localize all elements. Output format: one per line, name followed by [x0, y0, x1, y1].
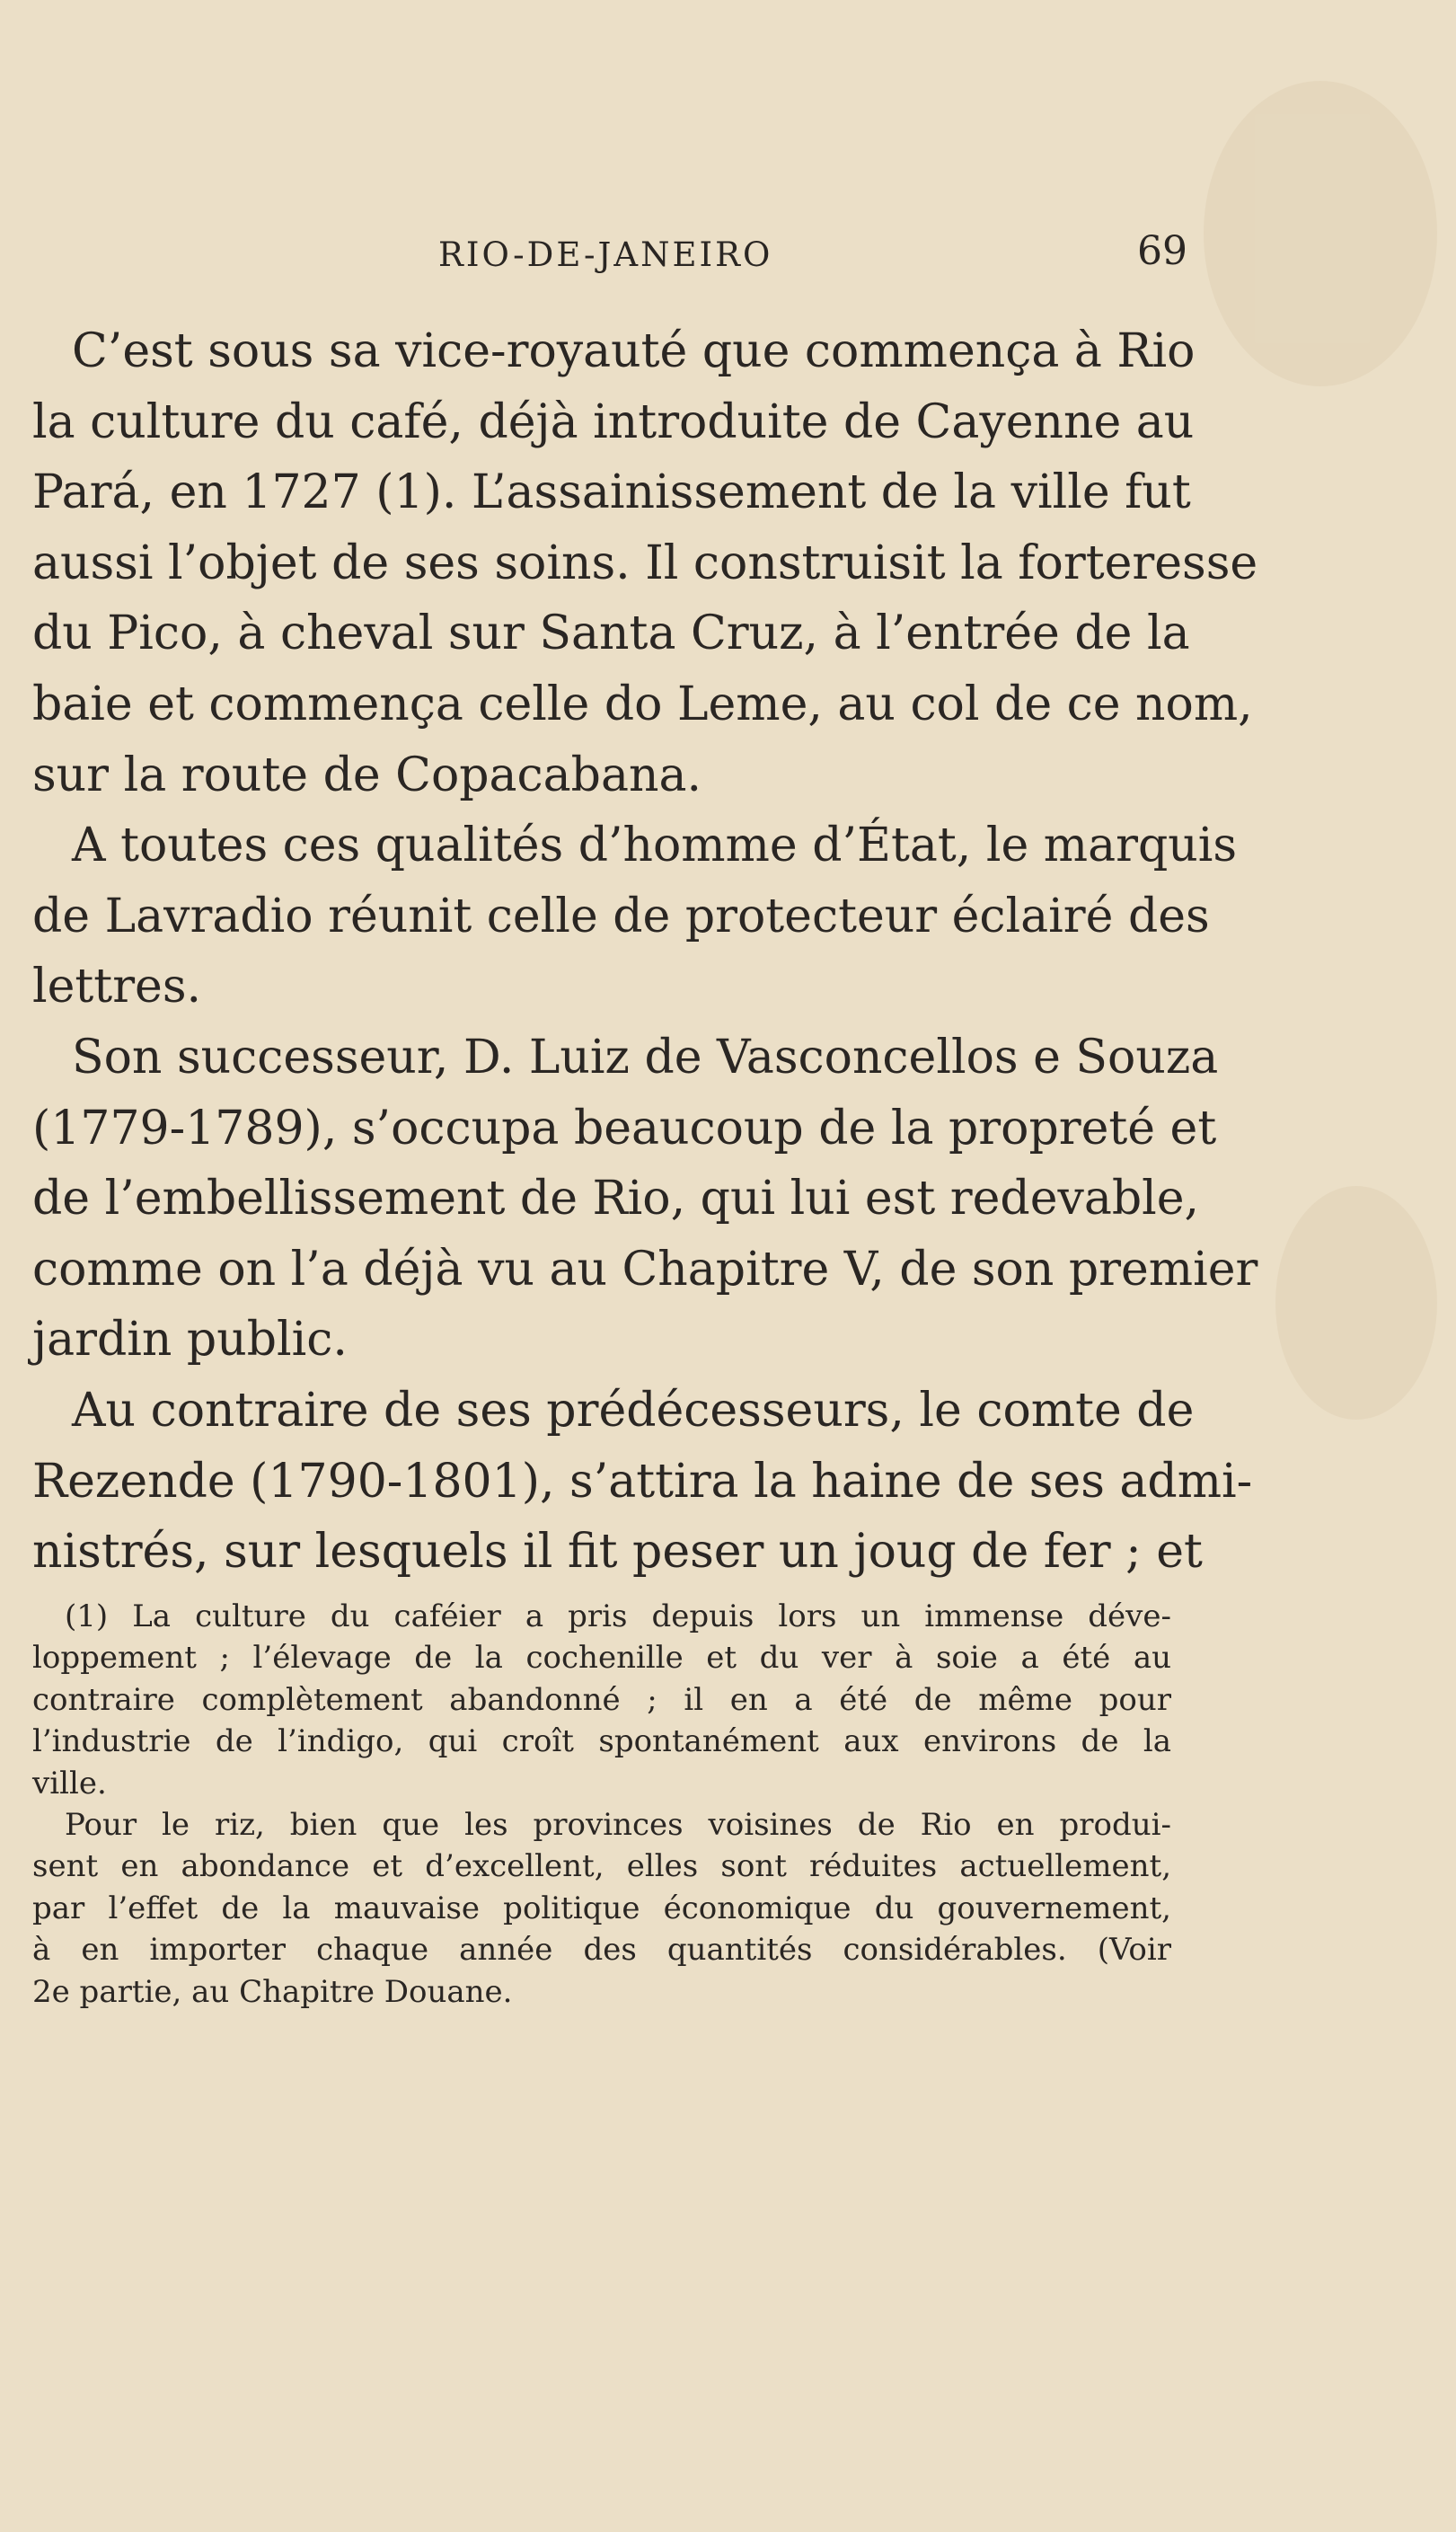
footnotes — [32, 1596, 1171, 2013]
text-line: Son successeur, D. Luiz de Vasconcellos e Souza — [72, 1030, 1219, 1085]
main-text — [32, 316, 1258, 1588]
text-line: nistrés, sur lesquels il fit peser un joug de fer ; et — [32, 1525, 1203, 1580]
text-line: A toutes ces qualités d’homme d’État, le marquis — [72, 819, 1238, 873]
paper-stain — [1275, 1186, 1437, 1420]
footnote-line: (1) La culture du caféier a pris depuis lors un immense déve- — [65, 1598, 1171, 1634]
text-line: la culture du café, déjà introduite de Cayenne au — [32, 394, 1195, 449]
footnote-line: sent en abondance et d’excellent, elles sont réduites actuellement, — [32, 1848, 1171, 1885]
footnote-line: par l’effet de la mauvaise politique économique du gouvernement, — [32, 1890, 1171, 1926]
footnote-line: à en importer chaque année des quantités considérables. (Voir — [32, 1932, 1171, 1969]
footnote-line: loppement ; l’élevage de la cochenille et du ver à soie a été au — [32, 1640, 1171, 1677]
text-line: Pará, en 1727 (1). L’assainissement de la ville fut — [32, 465, 1191, 520]
text-line: de Lavradio réunit celle de protecteur éclairé des — [32, 889, 1210, 943]
text-line: aussi l’objet de ses soins. Il construisit la forteresse — [32, 536, 1258, 590]
page-number: 69 — [1137, 228, 1187, 274]
text-line: Rezende (1790-1801), s’attira la haine de ses admi- — [32, 1454, 1253, 1509]
text-line: (1779-1789), s’occupa beaucoup de la propreté et — [32, 1101, 1217, 1155]
footnote-line: Pour le riz, bien que les provinces voisines de Rio en produi- — [65, 1806, 1171, 1843]
text-line: baie et commença celle do Leme, au col de ce nom, — [32, 677, 1253, 731]
text-line: sur la route de Copacabana. — [32, 748, 702, 802]
running-title: RIO-DE-JANEIRO — [438, 235, 773, 274]
text-line: C’est sous sa vice-royauté que commença à Rio — [72, 324, 1196, 378]
text-line: jardin public. — [32, 1313, 348, 1368]
footnote-line: contraire complètement abandonné ; il en a été de même pour — [32, 1681, 1171, 1718]
footnote-line: ville. — [32, 1765, 107, 1802]
text-line: comme on l’a déjà vu au Chapitre V, de son premier — [32, 1242, 1258, 1297]
text-line: Au contraire de ses prédécesseurs, le comte de — [72, 1383, 1195, 1438]
text-line: du Pico, à cheval sur Santa Cruz, à l’entrée de la — [32, 606, 1190, 661]
footnote-line: l’industrie de l’indigo, qui croît spontanément aux environs de la — [32, 1723, 1171, 1760]
text-line: lettres. — [32, 960, 202, 1014]
footnote-line: 2e partie, au Chapitre Douane. — [32, 1973, 513, 2010]
running-head — [0, 228, 1456, 282]
text-line: de l’embellissement de Rio, qui lui est redevable, — [32, 1172, 1200, 1226]
